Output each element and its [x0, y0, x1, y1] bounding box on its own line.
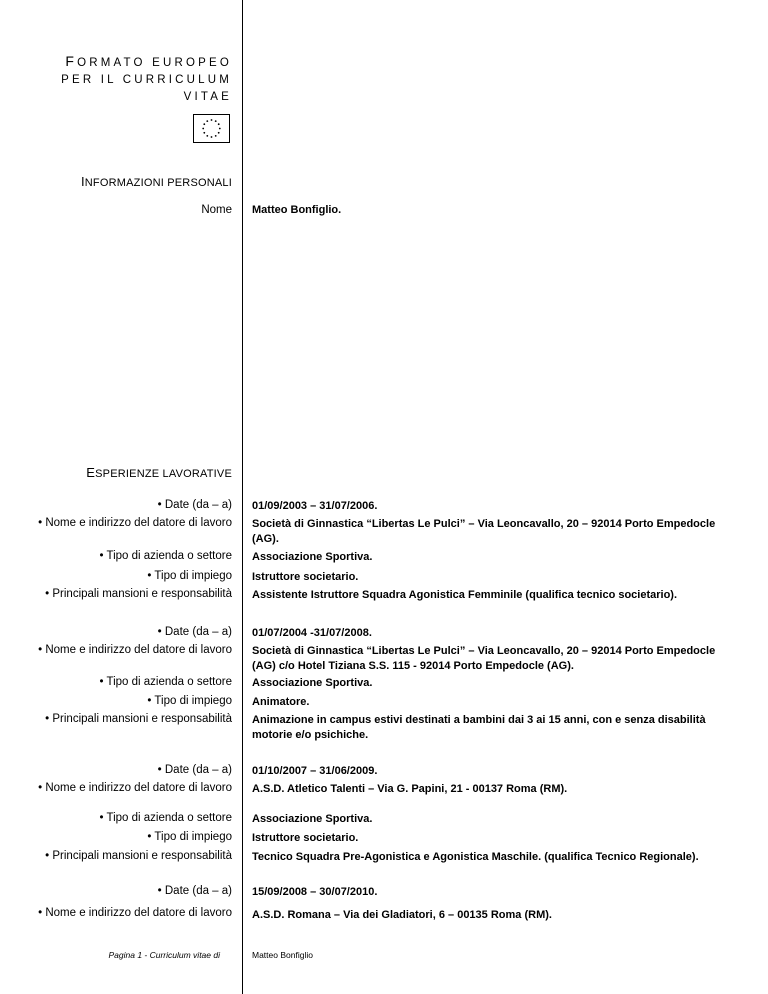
entry-1-date-label: • Date (da – a) [157, 499, 232, 511]
entry-4-employer: A.S.D. Romana – Via dei Gladiatori, 6 – 00135 Roma (RM). [252, 909, 552, 921]
entry-2-duties-label: • Principali mansioni e responsabilità [45, 713, 232, 725]
entry-1-employer: Società di Ginnastica “Libertas Le Pulci” – Via Leoncavallo, 20 – 92014 Porto Empedocle (AG). [252, 518, 716, 545]
eu-flag-icon [193, 114, 230, 143]
entry-3-date-label: • Date (da – a) [157, 764, 232, 776]
entry-2-job: Animatore. [252, 696, 310, 708]
entry-2-type: Associazione Sportiva. [252, 677, 373, 689]
column-divider [242, 0, 243, 994]
section-title-experience: ESPERIENZE LAVORATIVE [86, 465, 232, 480]
entry-3-job: Istruttore societario. [252, 832, 359, 844]
entry-1-type: Associazione Sportiva. [252, 551, 373, 563]
header-line-2: PER IL CURRICULUM [61, 74, 232, 86]
entry-2-duties: Animazione in campus estivi destinati a bambini dai 3 ai 15 anni, con e senza disabilità motorie e/o psichiche. [252, 714, 706, 741]
entry-2-date: 01/07/2004 -31/07/2008. [252, 627, 372, 639]
header-line-3: VITAE [183, 91, 232, 103]
entry-3-duties-label: • Principali mansioni e responsabilità [45, 850, 232, 862]
name-label: Nome [201, 204, 232, 216]
section-title-personal: INFORMAZIONI PERSONALI [80, 174, 232, 189]
entry-4-employer-label: • Nome e indirizzo del datore di lavoro [38, 907, 232, 919]
entry-3-date: 01/10/2007 – 31/06/2009. [252, 765, 378, 777]
entry-2-date-label: • Date (da – a) [157, 626, 232, 638]
entry-2-employer: Società di Ginnastica “Libertas Le Pulci” – Via Leoncavallo, 20 – 92014 Porto Empedocle (AG) c/o Hotel Tiziana S.S. 115 - 92014 Porto Empedocle (AG). [252, 645, 716, 672]
entry-2-employer-label: • Nome e indirizzo del datore di lavoro [38, 644, 232, 656]
entry-4-date-label: • Date (da – a) [157, 885, 232, 897]
entry-3-employer: A.S.D. Atletico Talenti – Via G. Papini, 21 - 00137 Roma (RM). [252, 783, 568, 795]
entry-1-employer-label: • Nome e indirizzo del datore di lavoro [38, 517, 232, 529]
name-value: Matteo Bonfiglio. [252, 204, 342, 216]
entry-1-date: 01/09/2003 – 31/07/2006. [252, 500, 378, 512]
entry-1-job-label: • Tipo di impiego [147, 570, 232, 582]
entry-3-duties: Tecnico Squadra Pre-Agonistica e Agonistica Maschile. (qualifica Tecnico Regionale). [252, 851, 699, 863]
entry-1-type-label: • Tipo di azienda o settore [99, 550, 232, 562]
entry-2-job-label: • Tipo di impiego [147, 695, 232, 707]
entry-1-duties-label: • Principali mansioni e responsabilità [45, 588, 232, 600]
entry-1-duties: Assistente Istruttore Squadra Agonistica Femminile (qualifica tecnico societario). [252, 589, 678, 601]
footer-author: Matteo Bonfiglio [252, 950, 313, 960]
entry-2-type-label: • Tipo di azienda o settore [99, 676, 232, 688]
footer-page-label: Pagina 1 - Curriculum vitae di [108, 950, 220, 960]
entry-3-job-label: • Tipo di impiego [147, 831, 232, 843]
header-line-1: FORMATO EUROPEO [65, 53, 232, 69]
entry-1-job: Istruttore societario. [252, 571, 359, 583]
entry-3-type-label: • Tipo di azienda o settore [99, 812, 232, 824]
entry-4-date: 15/09/2008 – 30/07/2010. [252, 886, 378, 898]
entry-3-employer-label: • Nome e indirizzo del datore di lavoro [38, 782, 232, 794]
cv-header [60, 53, 232, 106]
entry-3-type: Associazione Sportiva. [252, 813, 373, 825]
